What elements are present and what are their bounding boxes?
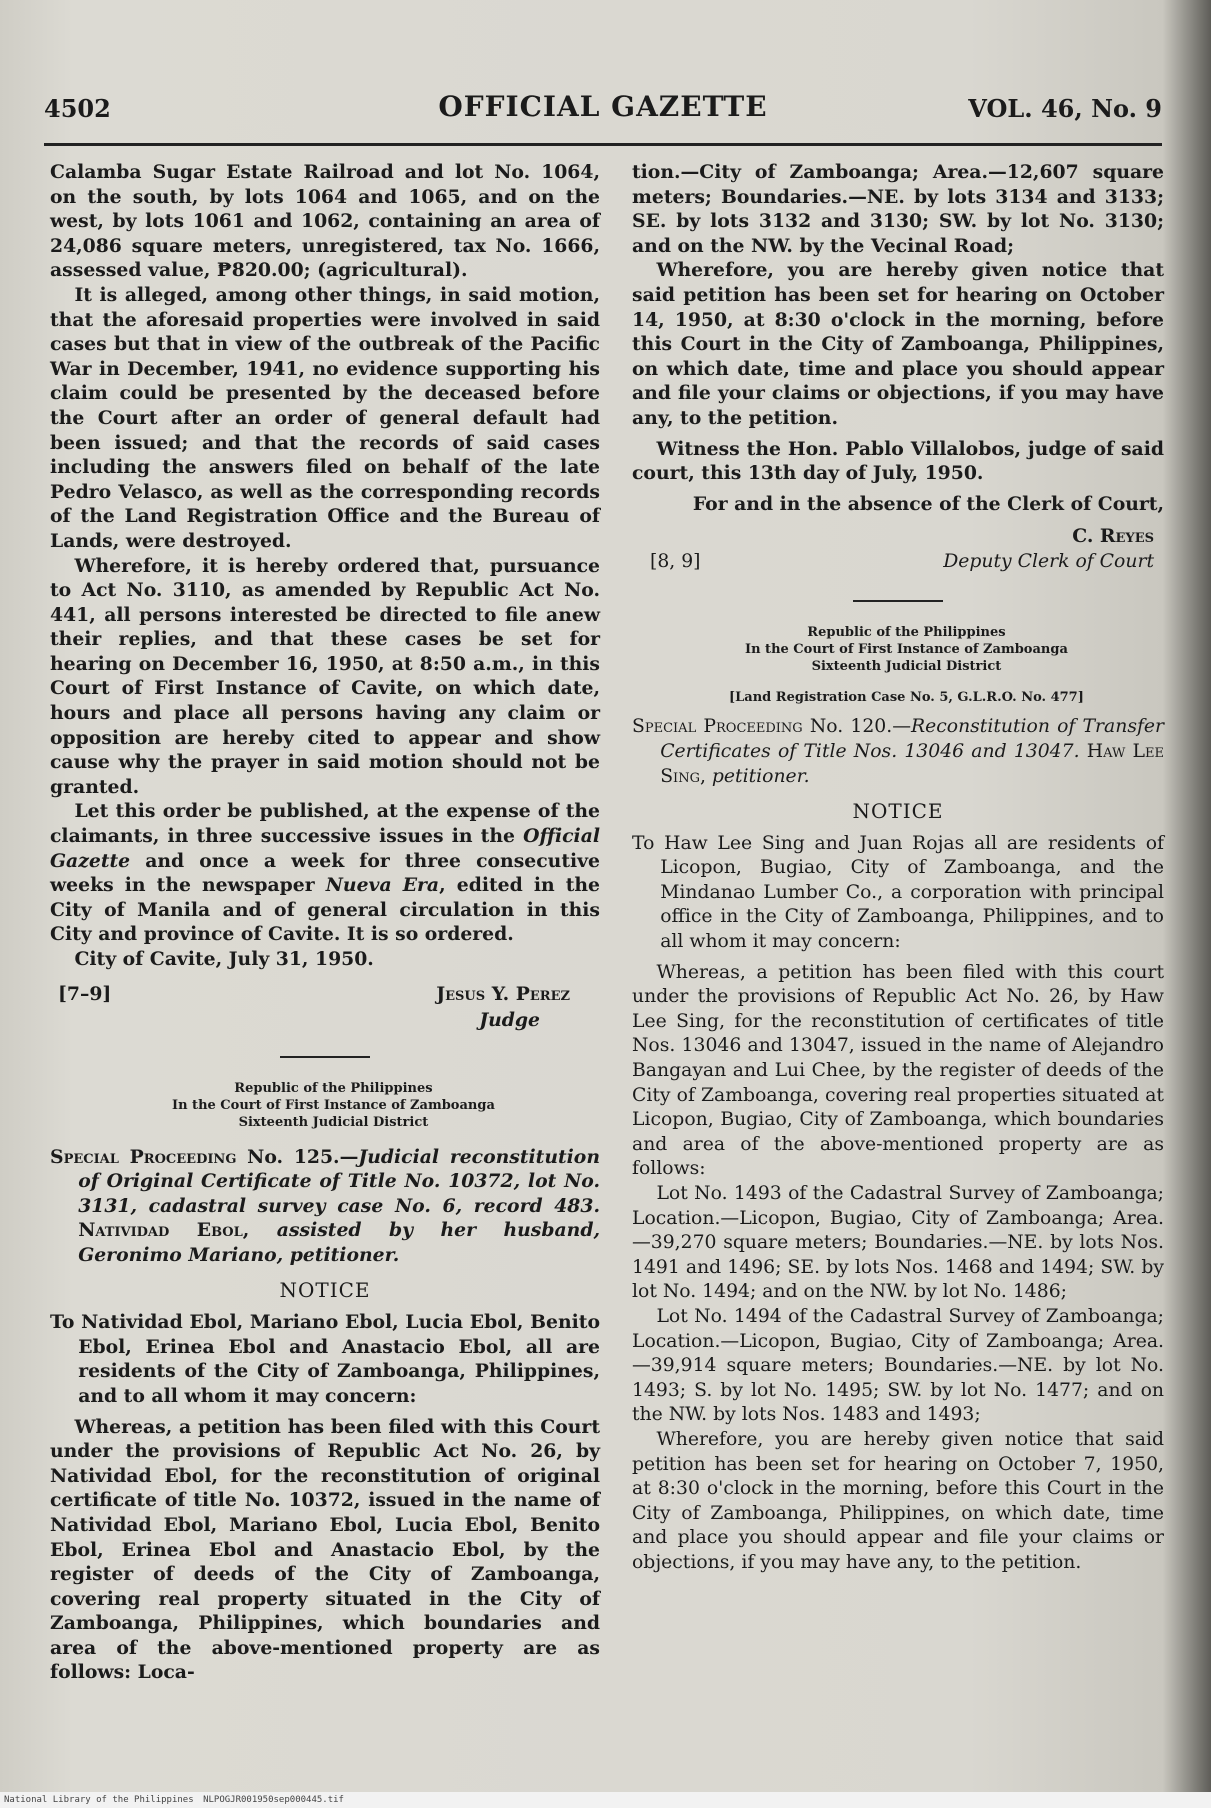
order-text-a: Let this order be published, at the expense of the claimants, in three successive issues in the <box>50 800 600 848</box>
right-paragraph-3: Witness the Hon. Pablo Villalobos, judge of said court, this 13th day of July, 1950. <box>632 437 1164 485</box>
page-header <box>44 86 1162 130</box>
page-number: 4502 <box>44 94 111 123</box>
proceeding-number: No. 125.— <box>236 1145 359 1168</box>
proceeding-title <box>632 715 1164 789</box>
case-number: [Land Registration Case No. 5, G.L.R.O. No. 477] <box>729 690 1084 706</box>
left-paragraph-3: Wherefore, it is hereby ordered that, pursuance to Act No. 3110, as amended by Republic Act No. 441, all persons interested be directed to file anew their replies, and that these cases be set for hearing on December 16, 1950, at 8:50 a.m., in this Court of First Instance of Cavite, on which date, hours and place all persons having any claim or opposition are hereby cited to appear and show cause why the prayer in said motion should not be granted. <box>50 554 600 798</box>
notice-heading: NOTICE <box>852 799 944 824</box>
section-separator <box>853 600 943 602</box>
left-paragraph-5: City of Cavite, July 31, 1950. <box>74 948 374 970</box>
scan-filename: NLPOGJR001950sep000445.tif <box>203 1795 344 1805</box>
page-title: OFFICIAL GAZETTE <box>438 90 768 123</box>
left-paragraph-4 <box>50 799 600 947</box>
left-paragraph-2: It is alleged, among other things, in said motion, that the aforesaid properties were involved in said cases but that in view of the outbreak of the Pacific War in December, 1941, no evidence supporting his claim could be presented by the deceased before the Court after an order of general default had been issued; and that the records of said cases including the answers filed on behalf of the late Pedro Velasco, as well as the corresponding records of the Land Registration Office and the Bureau of Lands, were destroyed. <box>50 283 600 552</box>
newspaper-name: Nueva Era <box>325 874 440 897</box>
right-paragraph-1: tion.—City of Zamboanga; Area.—12,607 square meters; Boundaries.—NE. by lots 3134 and 3133; SE. by lots 3132 and 3130; SW. by lot No. 3130; and on the NW. by the Vecinal Road; <box>632 161 1164 257</box>
section-separator <box>280 1056 370 1058</box>
lot-1493-description: Lot No. 1493 of the Cadastral Survey of Zamboanga; Location.—Licopon, Bugiao, City of Zamboanga; Area.—39,270 square meters; Boundaries.—NE. by lots Nos. 1491 and 1496; SE. by lots Nos. 1468 and 1494; SW. by lot No. 1494; and on the NW. by lot No. 1486; <box>632 1183 1164 1303</box>
court-heading-2: In the Court of First Instance of Zamboanga <box>172 1097 495 1113</box>
left-signature <box>50 978 600 1032</box>
notice-addressees: To Natividad Ebol, Mariano Ebol, Lucia Ebol, Benito Ebol, Erinea Ebol and Anastacio Ebol, all are residents of the City of Zamboanga, Philippines, and to all whom it may concern: <box>50 1311 600 1407</box>
court-heading-3: Sixteenth Judicial District <box>811 659 1002 675</box>
petitioner-name: Natividad Ebol, <box>78 1219 250 1242</box>
volume-number: VOL. 46, No. 9 <box>968 94 1162 123</box>
court-heading-2: In the Court of First Instance of Zamboanga <box>745 642 1068 658</box>
proceeding-label: Special Proceeding <box>50 1145 237 1168</box>
order-text-e: , edited in the City of Manila and of general circulation in this City and province of Cavite. It is so ordered. <box>50 874 600 946</box>
lot-1494-description: Lot No. 1494 of the Cadastral Survey of Zamboanga; Location.—Licopon, Bugiao, City of Zamboanga; Area.—39,914 square meters; Boundaries.—NE. by lot No. 1493; S. by lot No. 1495; SW. by lot No. 1477; and on the NW. by lots Nos. 1483 and 1493; <box>632 1305 1164 1426</box>
notice-heading: NOTICE <box>279 1277 371 1302</box>
right-column <box>632 160 1164 1576</box>
signatory-name: Jesus Y. Perez <box>436 982 570 1005</box>
proceeding-label: Special Proceeding <box>632 716 803 738</box>
signatory-name: C. Reyes <box>1072 525 1154 548</box>
gazette-name: Official Gazette <box>50 825 600 872</box>
header-rule <box>44 143 1162 146</box>
library-credit: National Library of the Philippines <box>4 1795 194 1805</box>
scan-footer <box>0 1792 1211 1808</box>
left-paragraph-1: Calamba Sugar Estate Railroad and lot No. 1064, on the south, by lots 1064 and 1065, and on the west, by lots 1061 and 1062, containing an area of 24,086 square meters, unregistered, tax No. 1666, assessed value, ₱820.00; (agricultural). <box>50 161 600 282</box>
court-heading-1: Republic of the Philippines <box>234 1080 433 1096</box>
court-heading-3: Sixteenth Judicial District <box>238 1114 429 1130</box>
left-column <box>50 160 600 1685</box>
order-text-c: and once a week for three consecutive weeks in the newspaper <box>50 849 600 897</box>
proceeding-description: Reconstitution of Transfer Certificates of Title Nos. 13046 and 13047. <box>660 716 1164 762</box>
right-paragraph-4: For and in the absence of the Clerk of Court, <box>692 492 1164 515</box>
hearing-notice-paragraph: Wherefore, you are hereby given notice that said petition has been set for hearing on October 7, 1950, at 8:30 o'clock in the morning, before this Court in the City of Zamboanga, Philippines, on which date, time and place you should appear and file your claims or objections, if you may have any, to the petition. <box>632 1428 1164 1573</box>
court-heading-1: Republic of the Philippines <box>807 625 1006 641</box>
petitioner-detail: petitioner. <box>705 765 810 787</box>
issue-ref: [8, 9] <box>650 551 701 573</box>
signatory-role: Deputy Clerk of Court <box>943 551 1154 573</box>
right-paragraph-2: Wherefore, you are hereby given notice that said petition has been set for hearing on October 14, 1950, at 8:30 o'clock in the morning, before this Court in the City of Zamboanga, Philippines, on which date, time and place you should appear and file your claims or objections, if you may have any, to the petition. <box>632 259 1164 429</box>
proceeding-title <box>50 1145 600 1268</box>
notice-addressees: To Haw Lee Sing and Juan Rojas all are residents of Licopon, Bugiao, City of Zamboanga, and the Mindanao Lumber Co., a corporation with principal office in the City of Zamboanga, Philippines, and to all whom it may concern: <box>632 832 1164 953</box>
signatory-role: Judge <box>479 1008 540 1031</box>
proceeding-description: Judicial reconstitution of Original Certificate of Title No. 10372, lot No. 3131, cadastral survey case No. 6, record 483. <box>78 1145 600 1217</box>
whereas-paragraph: Whereas, a petition has been filed with this Court under the provisions of Republic Act No. 26, by Natividad Ebol, for the reconstitution of original certificate of title No. 10372, issued in the name of Natividad Ebol, Mariano Ebol, Lucia Ebol, Benito Ebol, Erinea Ebol and Anastacio Ebol, by the register of deeds of the City of Zamboanga, covering real property situated in the City of Zamboanga, Philippines, which boundaries and area of the above-mentioned property are as follows: Loca- <box>50 1415 600 1684</box>
whereas-paragraph: Whereas, a petition has been filed with this court under the provisions of Republic Act No. 26, by Haw Lee Sing, for the reconstitution of certificates of title Nos. 13046 and 13047, issued in the name of Alejandro Bangayan and Lui Chee, by the register of deeds of the City of Zamboanga, covering real properties situated at Licopon, Bugiao, City of Zamboanga, which boundaries and area of the above-mentioned property are as follows: <box>632 961 1164 1180</box>
proceeding-number: No. 120.— <box>802 716 911 738</box>
right-signature <box>632 522 1164 576</box>
petitioner-name: Haw Lee Sing, <box>660 740 1165 787</box>
petitioner-detail: assisted by her husband, Geronimo Mariano, petitioner. <box>78 1219 601 1266</box>
issue-ref: [7–9] <box>58 982 112 1005</box>
